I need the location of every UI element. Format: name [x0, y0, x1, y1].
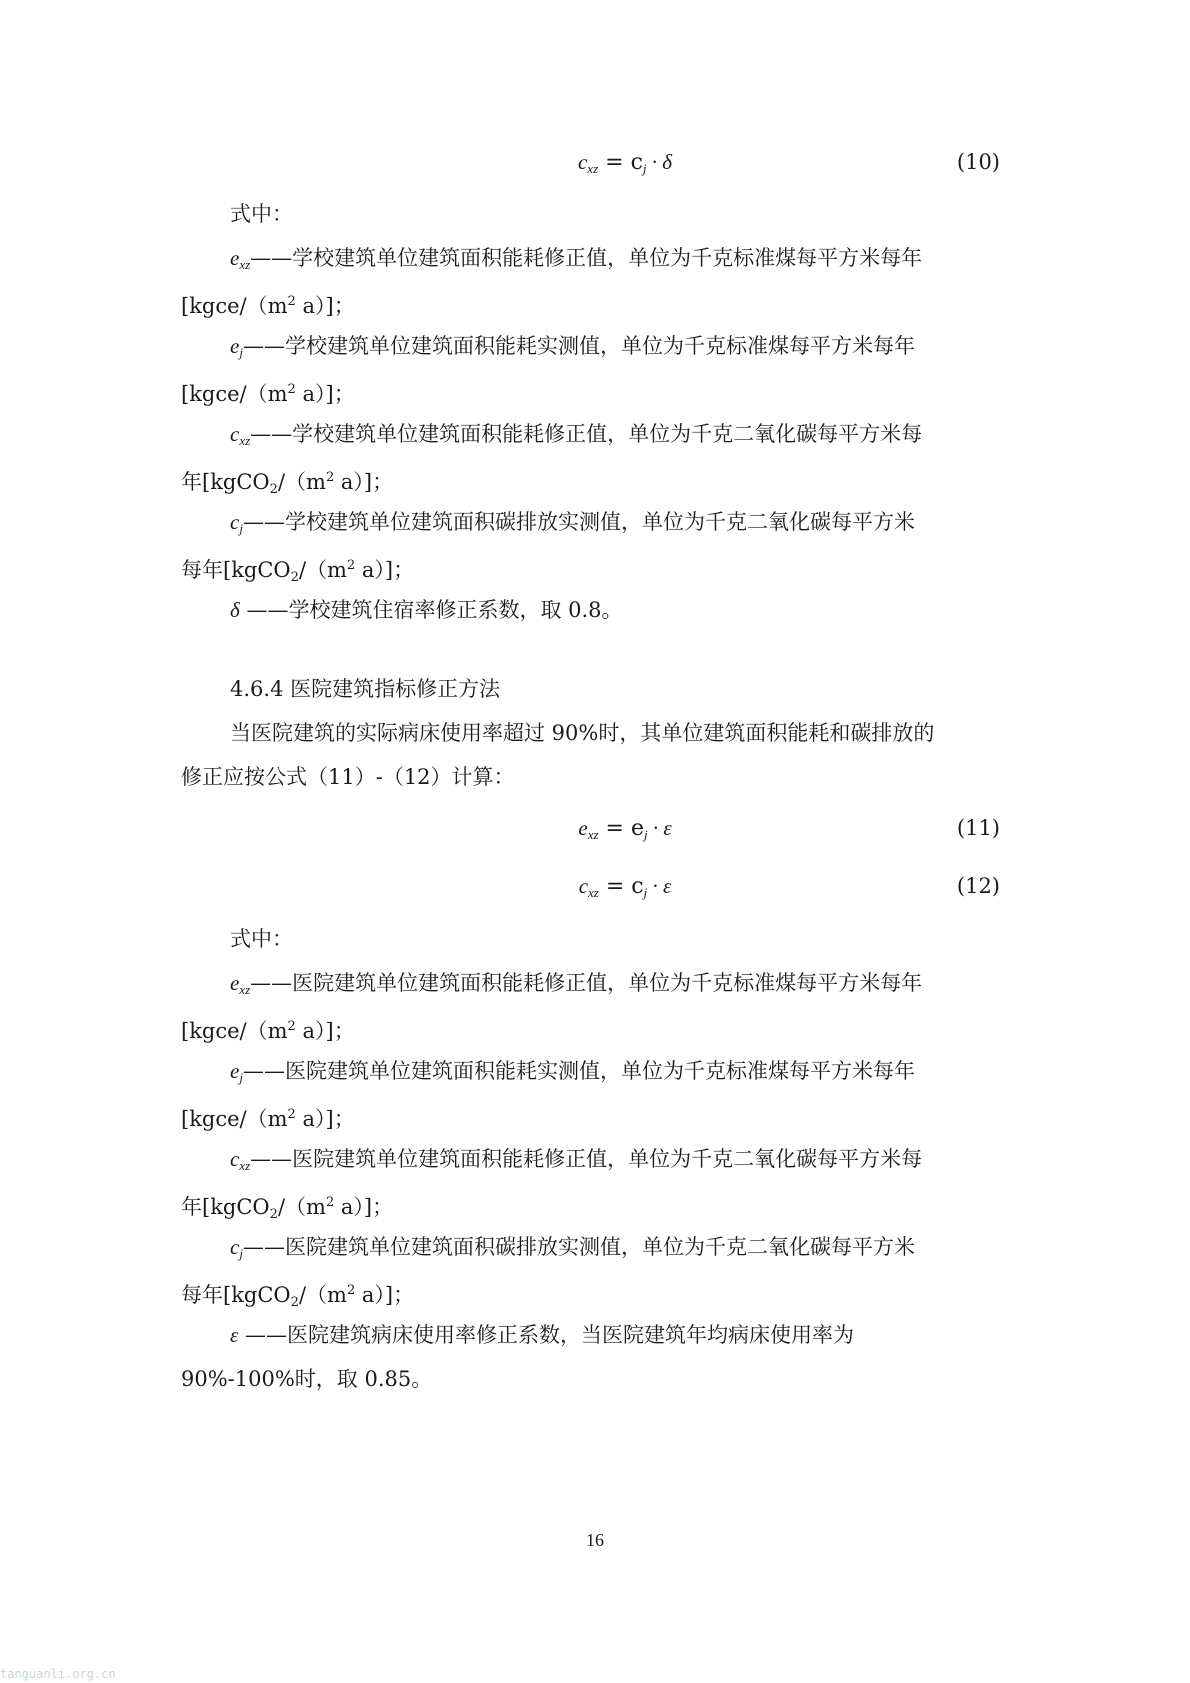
formula-symbol: e: [578, 816, 588, 840]
symbol: e: [230, 246, 240, 270]
unit-superscript: 2: [287, 294, 296, 309]
formula-operator: · δ: [646, 150, 673, 174]
unit-text: /（m: [298, 558, 347, 582]
definition-cxz: [230, 1144, 922, 1181]
definition-delta: [230, 595, 623, 625]
paragraph-line: 当医院建筑的实际病床使用率超过 90%时，其单位建筑面积能耗和碳排放的: [230, 721, 935, 745]
definition-text: ——学校建筑单位建筑面积能耗修正值，单位为千克标准煤每平方米每年: [250, 246, 923, 270]
symbol-subscript: j: [239, 521, 243, 536]
symbol: ε: [230, 1323, 239, 1347]
unit-text: /（m: [277, 470, 326, 494]
unit-superscript: 2: [287, 382, 296, 397]
symbol: e: [230, 971, 240, 995]
symbol-subscript: j: [239, 1246, 243, 1261]
definition-ej: [230, 1056, 915, 1093]
symbol: δ: [230, 598, 240, 622]
formula-subscript: j: [642, 161, 647, 176]
unit-text: a）]；: [355, 558, 415, 582]
wherein-label: 式中：: [230, 202, 293, 226]
unit-text: 每年[kgCO: [181, 1283, 291, 1307]
definition-text: ——学校建筑单位建筑面积碳排放实测值，单位为千克二氧化碳每平方米: [242, 510, 915, 534]
unit-superscript: 2: [346, 558, 356, 573]
definition-cj: [230, 1232, 915, 1269]
unit-superscript: 2: [287, 1019, 296, 1034]
symbol: c: [230, 510, 240, 534]
definition-epsilon: [230, 1320, 854, 1350]
page-number: 16: [586, 1530, 604, 1550]
unit-superscript: 2: [325, 470, 335, 485]
unit-text: [kgce/（m: [181, 1019, 288, 1043]
equation-number-12: (12): [956, 874, 1000, 898]
unit-text: [kgce/（m: [181, 1107, 288, 1131]
symbol-subscript: xz: [239, 1158, 251, 1173]
unit-text: a）]；: [334, 1195, 394, 1219]
unit-line: [181, 463, 393, 505]
equation-number-11: (11): [956, 816, 1000, 840]
formula-symbol: c: [577, 150, 588, 174]
unit-superscript: 2: [287, 1107, 296, 1122]
unit-text: [kgce/（m: [181, 382, 288, 406]
definition-exz: [230, 968, 922, 1005]
symbol: e: [230, 1059, 240, 1083]
unit-text: 年[kgCO: [181, 1195, 270, 1219]
symbol-subscript: xz: [239, 257, 251, 272]
unit-line: [181, 1100, 355, 1134]
symbol-subscript: xz: [239, 433, 251, 448]
unit-subscript: 2: [269, 1207, 278, 1222]
symbol: e: [230, 334, 240, 358]
formula-subscript: j: [643, 827, 648, 842]
formula-10: [450, 147, 800, 184]
formula-rhs: = c: [605, 150, 643, 175]
unit-subscript: 2: [290, 570, 299, 585]
unit-line: [181, 375, 355, 409]
unit-text: /（m: [277, 1195, 326, 1219]
unit-text: [kgce/（m: [181, 294, 288, 318]
formula-subscript: j: [643, 885, 648, 900]
definition-text: ——学校建筑单位建筑面积能耗实测值，单位为千克标准煤每平方米每年: [242, 334, 915, 358]
unit-subscript: 2: [290, 1295, 299, 1310]
symbol: c: [230, 1147, 240, 1171]
formula-subscript: xz: [588, 885, 599, 900]
unit-text: a）]；: [295, 294, 355, 318]
unit-text: a）]；: [355, 1283, 415, 1307]
section-heading: 4.6.4 医院建筑指标修正方法: [230, 677, 501, 701]
definition-exz: [230, 243, 922, 280]
equation-number-10: (10): [956, 150, 1000, 174]
formula-11: [450, 813, 800, 850]
wherein-label: 式中：: [230, 927, 293, 951]
symbol-subscript: j: [239, 1070, 243, 1085]
formula-subscript: xz: [587, 827, 599, 842]
definition-text: ——医院建筑单位建筑面积能耗修正值，单位为千克二氧化碳每平方米每: [250, 1147, 923, 1171]
unit-line: [181, 1276, 414, 1318]
unit-text: /（m: [298, 1283, 347, 1307]
symbol: c: [230, 422, 240, 446]
paragraph-line: 修正应按公式（11）-（12）计算：: [181, 765, 515, 789]
definition-text: ——医院建筑单位建筑面积能耗修正值，单位为千克标准煤每平方米每年: [250, 971, 923, 995]
formula-operator: · ε: [647, 816, 672, 840]
formula-12: [450, 871, 800, 908]
formula-symbol: c: [578, 874, 589, 898]
symbol-subscript: j: [239, 345, 243, 360]
definition-text: ——学校建筑单位建筑面积能耗修正值，单位为千克二氧化碳每平方米每: [250, 422, 923, 446]
symbol: c: [230, 1235, 240, 1259]
unit-superscript: 2: [346, 1283, 356, 1298]
definition-ej: [230, 331, 915, 368]
definition-text: ——医院建筑单位建筑面积能耗实测值，单位为千克标准煤每平方米每年: [242, 1059, 915, 1083]
symbol-subscript: xz: [239, 982, 251, 997]
unit-line: [181, 1012, 355, 1046]
definition-text: ——医院建筑单位建筑面积碳排放实测值，单位为千克二氧化碳每平方米: [242, 1235, 915, 1259]
unit-line: [181, 1188, 393, 1230]
unit-line: [181, 551, 414, 593]
unit-text: a）]；: [295, 382, 355, 406]
watermark: tanguanli.org.cn: [0, 1667, 116, 1681]
formula-rhs: = c: [605, 874, 644, 899]
definition-text: ——学校建筑住宿率修正系数，取 0.8。: [239, 598, 623, 622]
unit-text: a）]；: [334, 470, 394, 494]
definition-cxz: [230, 419, 922, 456]
definition-cj: [230, 507, 915, 544]
unit-line: [181, 287, 355, 321]
unit-text: a）]；: [295, 1107, 355, 1131]
unit-text: 每年[kgCO: [181, 558, 291, 582]
formula-rhs: = e: [605, 816, 644, 841]
unit-text: 年[kgCO: [181, 470, 270, 494]
unit-superscript: 2: [325, 1195, 335, 1210]
formula-subscript: xz: [587, 161, 599, 176]
definition-text: ——医院建筑病床使用率修正系数，当医院建筑年均病床使用率为: [238, 1323, 854, 1347]
paragraph-line: 90%-100%时，取 0.85。: [181, 1367, 433, 1391]
unit-text: a）]；: [295, 1019, 355, 1043]
formula-operator: · ε: [647, 874, 672, 898]
unit-subscript: 2: [269, 482, 278, 497]
